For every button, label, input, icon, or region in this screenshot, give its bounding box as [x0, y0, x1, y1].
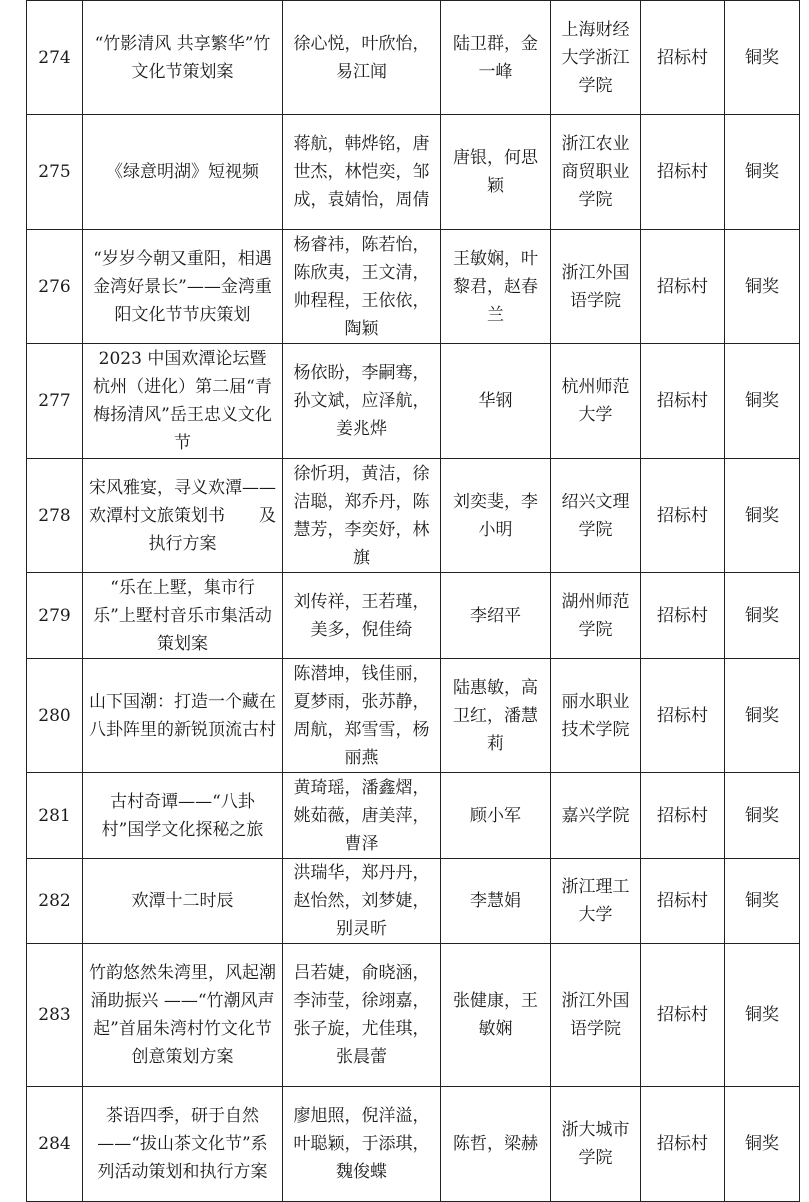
table-row: [27, 944, 800, 1087]
project-title: “乐在上墅，集市行乐”上墅村音乐市集活动策划案: [93, 577, 272, 654]
school-cell: [551, 344, 641, 459]
school: 杭州师范大学: [561, 377, 630, 425]
row-number-cell: [27, 573, 83, 659]
project-title-cell: [83, 344, 283, 459]
team-members: 杨睿祎，陈若怡，陈欣夷，王文清，帅程程，王依依，陶颖: [293, 234, 430, 339]
row-number-cell: [27, 1087, 83, 1202]
advisors-cell: [441, 459, 551, 573]
school-cell: [551, 944, 641, 1087]
village: 招标村: [657, 162, 708, 182]
school-cell: [551, 859, 641, 944]
project-title: 山下国潮：打造一个藏在八卦阵里的新锐顶流古村: [89, 691, 276, 740]
team-members-cell: [283, 459, 441, 573]
team-members-cell: [283, 115, 441, 230]
village-cell: [641, 859, 725, 944]
team-members: 刘传祥，王若瑾，美多，倪佳绮: [293, 591, 430, 640]
school-cell: [551, 659, 641, 773]
row-number: 281: [38, 805, 71, 826]
award-cell: [725, 573, 800, 659]
team-members: 杨依盼，李嗣骞，孙文斌，应泽航，姜兆烨: [293, 363, 430, 439]
village-cell: [641, 230, 725, 344]
school: 上海财经大学浙江学院: [561, 19, 630, 96]
team-members-cell: [283, 659, 441, 773]
advisors: 刘奕斐，李小明: [453, 491, 538, 540]
award: 铜奖: [745, 705, 779, 726]
school: 浙大城市学院: [561, 1120, 630, 1168]
village-cell: [641, 115, 725, 230]
project-title-cell: [83, 230, 283, 344]
table-row: [27, 115, 800, 230]
school-cell: [551, 115, 641, 230]
table-row: [27, 859, 800, 944]
village-cell: [641, 773, 725, 859]
award: 铜奖: [745, 1134, 779, 1154]
table-row: [27, 344, 800, 459]
team-members-cell: [283, 344, 441, 459]
project-title: 茶语四季，研于自然——“拔山茶文化节”系列活动策划和执行方案: [97, 1106, 268, 1182]
team-members: 徐忻玥，黄洁，徐洁聪，郑乔丹，陈慧芳，李奕妤，林旗: [293, 463, 430, 568]
school: 浙江理工大学: [561, 877, 630, 925]
advisors: 张健康，王敏娴: [453, 991, 538, 1039]
advisors-cell: [441, 573, 551, 659]
table-row: [27, 1087, 800, 1202]
project-title-cell: [83, 659, 283, 773]
team-members: 廖旭照，倪洋溢，叶聪颖，于添琪，魏俊蝶: [293, 1106, 430, 1182]
project-title-cell: [83, 1, 283, 115]
team-members-cell: [283, 573, 441, 659]
project-title: 古村奇谭——“八卦村”国学文化探秘之旅: [101, 791, 264, 840]
award-cell: [725, 1087, 800, 1202]
award-cell: [725, 773, 800, 859]
advisors-cell: [441, 773, 551, 859]
table-row: [27, 1, 800, 115]
school: 嘉兴学院: [561, 805, 630, 826]
village: 招标村: [657, 505, 708, 526]
team-members-cell: [283, 1087, 441, 1202]
row-number: 280: [38, 705, 71, 726]
village-cell: [641, 659, 725, 773]
row-number: 278: [38, 505, 71, 526]
table-row: [27, 773, 800, 859]
advisors: 陆惠敏，高卫红，潘慧莉: [453, 677, 538, 754]
team-members-cell: [283, 944, 441, 1087]
team-members: 徐心悦，叶欣怡，易江闻: [293, 33, 430, 82]
project-title-cell: [83, 115, 283, 230]
advisors: 陆卫群，金一峰: [453, 33, 538, 82]
school: 浙江农业商贸职业学院: [561, 134, 630, 210]
team-members: 蒋航，韩烨铭，唐世杰，林恺奕，邹成，袁婧怡，周倩: [293, 134, 430, 210]
advisors: 华钢: [478, 391, 513, 411]
awards-table: [26, 0, 800, 1202]
village-cell: [641, 573, 725, 659]
school-cell: [551, 459, 641, 573]
project-title: “竹影清风 共享繁华”竹文化节策划案: [94, 33, 271, 82]
advisors: 唐银，何思颖: [453, 148, 538, 196]
award-cell: [725, 1, 800, 115]
advisors: 李慧娟: [470, 891, 521, 911]
village-cell: [641, 1087, 725, 1202]
award-cell: [725, 944, 800, 1087]
award: 铜奖: [745, 391, 779, 411]
row-number: 282: [38, 891, 71, 911]
row-number-cell: [27, 459, 83, 573]
school-cell: [551, 1, 641, 115]
advisors-cell: [441, 1, 551, 115]
award-cell: [725, 659, 800, 773]
team-members: 陈潜坤，钱佳丽，夏梦雨，张苏静，周航，郑雪雪，杨丽燕: [293, 663, 430, 768]
village: 招标村: [657, 805, 708, 826]
row-number: 274: [38, 47, 71, 68]
village: 招标村: [657, 276, 708, 297]
village: 招标村: [657, 891, 708, 911]
project-title-cell: [83, 459, 283, 573]
advisors-cell: [441, 1087, 551, 1202]
project-title: 宋风雅宴，寻义欢潭——欢潭村文旅策划书 及执行方案: [89, 477, 276, 554]
village: 招标村: [657, 47, 708, 68]
advisors-cell: [441, 859, 551, 944]
table-row: [27, 459, 800, 573]
advisors-cell: [441, 944, 551, 1087]
row-number-cell: [27, 859, 83, 944]
village: 招标村: [657, 391, 708, 411]
village-cell: [641, 1, 725, 115]
table-body: [27, 1, 800, 1202]
project-title: “岁岁今朝又重阳，相遇金湾好景长”——金湾重阳文化节节庆策划: [93, 248, 272, 325]
village: 招标村: [657, 705, 708, 726]
school-cell: [551, 773, 641, 859]
award-cell: [725, 459, 800, 573]
row-number: 283: [38, 1005, 71, 1025]
row-number-cell: [27, 1, 83, 115]
award: 铜奖: [745, 162, 779, 182]
table-row: [27, 659, 800, 773]
award: 铜奖: [745, 805, 779, 826]
row-number-cell: [27, 773, 83, 859]
award-cell: [725, 344, 800, 459]
award-cell: [725, 230, 800, 344]
row-number: 276: [38, 276, 71, 297]
team-members-cell: [283, 230, 441, 344]
advisors: 王敏娴，叶黎君，赵春兰: [453, 248, 538, 325]
award: 铜奖: [745, 891, 779, 911]
team-members-cell: [283, 859, 441, 944]
project-title-cell: [83, 773, 283, 859]
row-number: 277: [38, 391, 71, 411]
row-number: 284: [38, 1134, 71, 1154]
row-number: 279: [38, 605, 71, 626]
row-number-cell: [27, 659, 83, 773]
team-members-cell: [283, 773, 441, 859]
row-number-cell: [27, 230, 83, 344]
team-members: 黄琦瑶，潘鑫熠，姚茹薇，唐美萍，曹泽: [293, 777, 430, 854]
row-number-cell: [27, 115, 83, 230]
project-title: 《绿意明湖》短视频: [106, 162, 259, 182]
award: 铜奖: [745, 276, 779, 297]
school-cell: [551, 573, 641, 659]
school: 丽水职业技术学院: [561, 691, 630, 740]
table-row: [27, 230, 800, 344]
award: 铜奖: [745, 605, 779, 626]
award-cell: [725, 115, 800, 230]
award: 铜奖: [745, 47, 779, 68]
advisors-cell: [441, 115, 551, 230]
village: 招标村: [657, 1134, 708, 1154]
advisors-cell: [441, 230, 551, 344]
team-members: 洪瑞华，郑丹丹，赵怡然，刘梦婕，别灵昕: [293, 863, 430, 939]
village-cell: [641, 944, 725, 1087]
school: 浙江外国语学院: [561, 262, 630, 311]
project-title: 竹韵悠然朱湾里，风起潮涌助振兴 ——“竹潮风声起”首届朱湾村竹文化节创意策划方案: [89, 963, 276, 1067]
village: 招标村: [657, 1005, 708, 1025]
school-cell: [551, 1087, 641, 1202]
advisors: 李绍平: [470, 605, 521, 626]
village-cell: [641, 459, 725, 573]
award-cell: [725, 859, 800, 944]
village: 招标村: [657, 605, 708, 626]
advisors-cell: [441, 659, 551, 773]
project-title-cell: [83, 859, 283, 944]
row-number-cell: [27, 944, 83, 1087]
team-members-cell: [283, 1, 441, 115]
school: 浙江外国语学院: [561, 991, 630, 1039]
advisors: 陈哲，梁赫: [453, 1134, 538, 1154]
school: 绍兴文理学院: [561, 491, 630, 540]
award: 铜奖: [745, 1005, 779, 1025]
village-cell: [641, 344, 725, 459]
award: 铜奖: [745, 505, 779, 526]
project-title-cell: [83, 573, 283, 659]
advisors-cell: [441, 344, 551, 459]
project-title: 2023 中国欢潭论坛暨 杭州（进化）第二届“青梅扬清风”岳王忠义文化节: [93, 349, 272, 453]
project-title: 欢潭十二时辰: [131, 891, 234, 911]
row-number-cell: [27, 344, 83, 459]
school-cell: [551, 230, 641, 344]
project-title-cell: [83, 1087, 283, 1202]
project-title-cell: [83, 944, 283, 1087]
advisors: 顾小军: [470, 805, 521, 826]
school: 湖州师范学院: [561, 591, 630, 640]
row-number: 275: [38, 162, 71, 182]
team-members: 吕若婕，俞晓涵，李沛莹，徐翊嘉，张子旋，尤佳琪，张晨蕾: [293, 963, 430, 1067]
table-row: [27, 573, 800, 659]
